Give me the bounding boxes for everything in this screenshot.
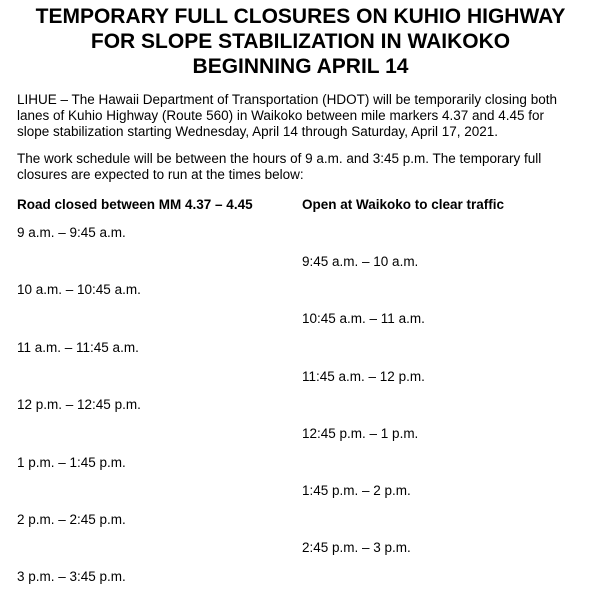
closed-time-slot: 10 a.m. – 10:45 a.m. (17, 282, 141, 297)
closed-time-slot: 11 a.m. – 11:45 a.m. (17, 340, 139, 355)
document-title-line-2: FOR SLOPE STABILIZATION IN WAIKOKO (90, 30, 511, 53)
closed-time-slot: 2 p.m. – 2:45 p.m. (17, 512, 126, 527)
closed-time-slot: 3 p.m. – 3:45 p.m. (17, 569, 126, 584)
intro-line-3: slope stabilization starting Wednesday, April 14 through Saturday, April 17, 2021. (17, 124, 499, 139)
closed-time-slot: 12 p.m. – 12:45 p.m. (17, 397, 141, 412)
open-time-slot: 11:45 a.m. – 12 p.m. (302, 369, 425, 384)
schedule-line-1: The work schedule will be between the hours of 9 a.m. and 3:45 p.m. The temporary full (17, 151, 542, 166)
closed-column-header: Road closed between MM 4.37 – 4.45 (17, 197, 253, 212)
open-column-header: Open at Waikoko to clear traffic (302, 197, 505, 212)
document-title-line-1: TEMPORARY FULL CLOSURES ON KUHIO HIGHWAY (35, 5, 566, 28)
intro-line-1: LIHUE – The Hawaii Department of Transportation (HDOT) will be temporarily closing both (17, 92, 557, 107)
document-title-line-3: BEGINNING APRIL 14 (192, 55, 409, 78)
schedule-line-2: closures are expected to run at the times below: (17, 167, 304, 182)
open-time-slot: 2:45 p.m. – 3 p.m. (302, 540, 411, 555)
closed-time-slot: 1 p.m. – 1:45 p.m. (17, 455, 126, 470)
intro-line-2: lanes of Kuhio Highway (Route 560) in Waikoko between mile markers 4.37 and 4.45 for (17, 108, 545, 123)
open-time-slot: 9:45 a.m. – 10 a.m. (302, 254, 419, 269)
open-time-slot: 10:45 a.m. – 11 a.m. (302, 311, 425, 326)
open-time-slot: 1:45 p.m. – 2 p.m. (302, 483, 411, 498)
closed-time-slot: 9 a.m. – 9:45 a.m. (17, 225, 126, 240)
open-time-slot: 12:45 p.m. – 1 p.m. (302, 426, 419, 441)
